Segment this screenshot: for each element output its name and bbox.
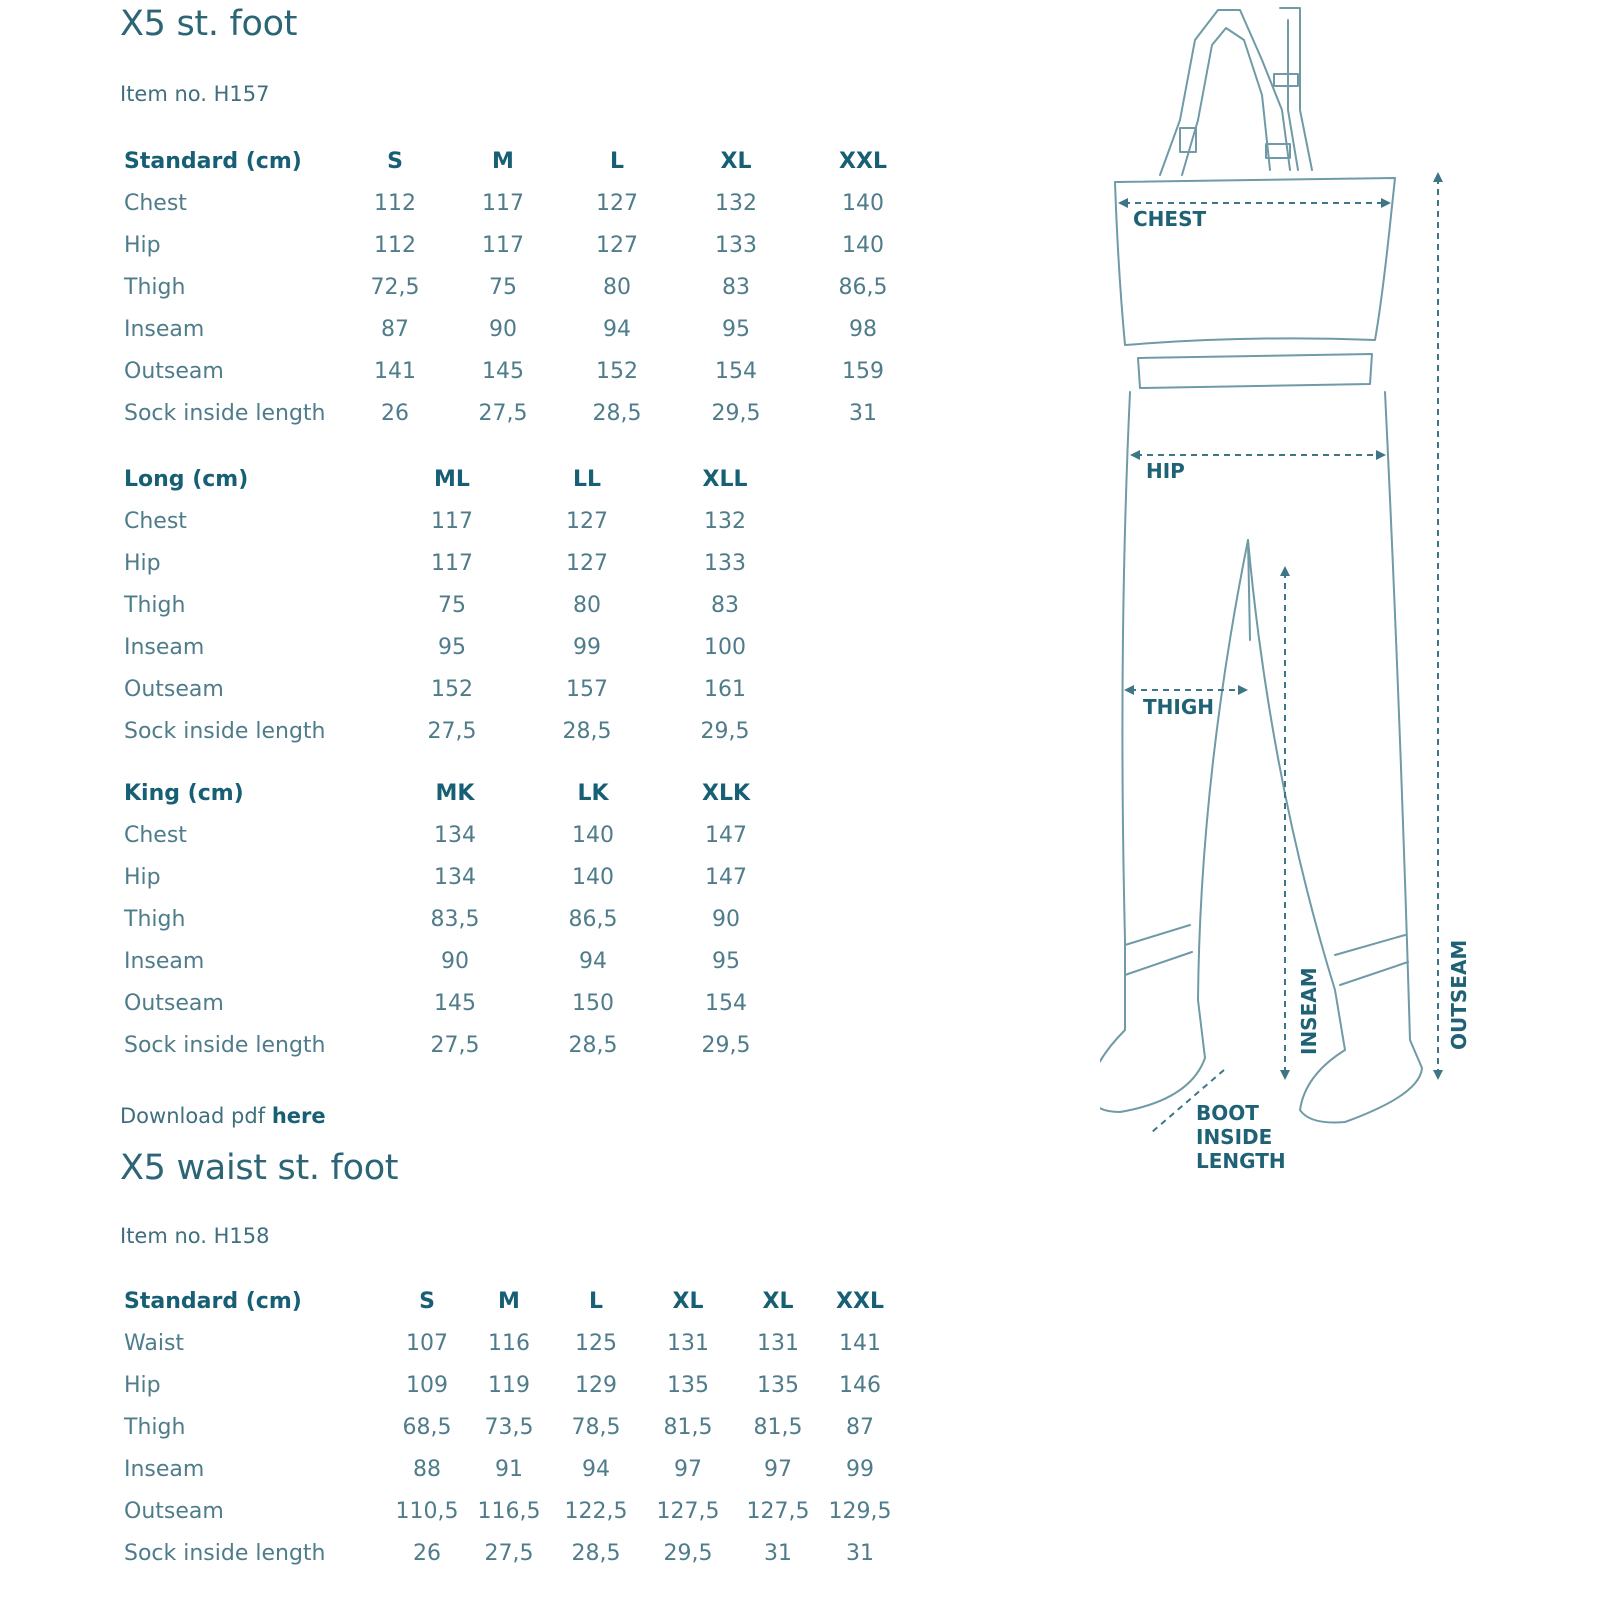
measurement-value: 86,5 xyxy=(838,274,888,300)
measurement-value: 29,5 xyxy=(700,718,750,744)
measurement-label: Outseam xyxy=(124,358,224,384)
chest-label: CHEST xyxy=(1133,207,1207,231)
measurement-label: Chest xyxy=(124,508,187,534)
measurement-label: Thigh xyxy=(124,592,186,618)
size-column-header: XL xyxy=(762,1288,794,1314)
table-row xyxy=(116,1532,898,1574)
measurement-value: 97 xyxy=(764,1456,792,1482)
measurement-label: Hip xyxy=(124,1372,161,1398)
measurement-value: 127,5 xyxy=(656,1498,720,1524)
measurement-label: Thigh xyxy=(124,1414,186,1440)
measurement-value: 117 xyxy=(431,550,473,576)
download-pdf-line xyxy=(120,1104,326,1128)
measurement-label: Thigh xyxy=(124,274,186,300)
measurement-value: 88 xyxy=(413,1456,441,1482)
size-table-body xyxy=(116,772,790,1066)
measurement-value: 147 xyxy=(705,822,747,848)
measurement-value: 145 xyxy=(482,358,524,384)
measurement-value: 28,5 xyxy=(571,1540,621,1566)
measurement-value: 80 xyxy=(573,592,601,618)
measurement-value: 78,5 xyxy=(571,1414,621,1440)
table-row xyxy=(116,626,794,668)
measurement-value: 140 xyxy=(572,864,614,890)
wader-measurement-diagram xyxy=(1100,0,1520,1210)
table-row xyxy=(116,584,794,626)
measurement-value: 75 xyxy=(489,274,517,300)
measurement-value: 90 xyxy=(712,906,740,932)
measurement-value: 83 xyxy=(711,592,739,618)
measurement-label: Hip xyxy=(124,550,161,576)
measurement-value: 28,5 xyxy=(568,1032,618,1058)
measurement-value: 83,5 xyxy=(430,906,480,932)
size-column-header: S xyxy=(419,1288,435,1314)
measurement-label: Inseam xyxy=(124,316,205,342)
table-heading: Standard (cm) xyxy=(124,1288,302,1314)
measurement-value: 132 xyxy=(704,508,746,534)
measurement-value: 99 xyxy=(846,1456,874,1482)
measurement-value: 31 xyxy=(764,1540,792,1566)
measurement-value: 27,5 xyxy=(478,400,528,426)
measurement-value: 140 xyxy=(572,822,614,848)
measurement-value: 94 xyxy=(579,948,607,974)
measurement-value: 81,5 xyxy=(753,1414,803,1440)
measurement-label: Thigh xyxy=(124,906,186,932)
measurement-value: 99 xyxy=(573,634,601,660)
measurement-label: Sock inside length xyxy=(124,1032,326,1058)
measurement-value: 87 xyxy=(381,316,409,342)
hip-label: HIP xyxy=(1146,459,1185,483)
measurement-value: 28,5 xyxy=(592,400,642,426)
measurement-value: 72,5 xyxy=(370,274,420,300)
table-row xyxy=(116,1364,898,1406)
table-row xyxy=(116,392,931,434)
measurement-value: 134 xyxy=(434,864,476,890)
table-row xyxy=(116,1024,790,1066)
measurement-value: 94 xyxy=(582,1456,610,1482)
wader-outline xyxy=(1100,8,1422,1123)
item-number: Item no. H157 xyxy=(120,82,270,106)
size-table-body xyxy=(116,458,794,752)
table-row xyxy=(116,500,794,542)
measurement-value: 152 xyxy=(596,358,638,384)
measurement-label: Sock inside length xyxy=(124,400,326,426)
measurement-guides xyxy=(1124,178,1438,1132)
measurement-value: 81,5 xyxy=(663,1414,713,1440)
measurement-value: 68,5 xyxy=(402,1414,452,1440)
outseam-label: OUTSEAM xyxy=(1447,939,1471,1050)
measurement-value: 29,5 xyxy=(701,1032,751,1058)
size-table-king xyxy=(116,772,790,1066)
table-row xyxy=(116,542,794,584)
thigh-label: THIGH xyxy=(1143,695,1214,719)
measurement-value: 131 xyxy=(667,1330,709,1356)
measurement-value: 129,5 xyxy=(828,1498,892,1524)
measurement-value: 125 xyxy=(575,1330,617,1356)
measurement-value: 73,5 xyxy=(484,1414,534,1440)
measurement-value: 87 xyxy=(846,1414,874,1440)
measurement-value: 157 xyxy=(566,676,608,702)
size-column-header: XL xyxy=(672,1288,704,1314)
measurement-label: Chest xyxy=(124,190,187,216)
measurement-value: 109 xyxy=(406,1372,448,1398)
measurement-value: 95 xyxy=(438,634,466,660)
measurement-value: 135 xyxy=(667,1372,709,1398)
measurement-value: 129 xyxy=(575,1372,617,1398)
table-row xyxy=(116,856,790,898)
measurement-value: 140 xyxy=(842,190,884,216)
measurement-value: 127 xyxy=(596,190,638,216)
measurement-value: 147 xyxy=(705,864,747,890)
measurement-value: 29,5 xyxy=(663,1540,713,1566)
measurement-label: Waist xyxy=(124,1330,185,1356)
size-column-header: M xyxy=(498,1288,520,1314)
table-row xyxy=(116,266,931,308)
measurement-value: 98 xyxy=(849,316,877,342)
table-row xyxy=(116,224,931,266)
measurement-value: 127,5 xyxy=(746,1498,810,1524)
measurement-value: 141 xyxy=(839,1330,881,1356)
table-row xyxy=(116,982,790,1024)
measurement-value: 127 xyxy=(566,508,608,534)
measurement-value: 80 xyxy=(603,274,631,300)
measurement-value: 117 xyxy=(482,190,524,216)
size-column-header: MK xyxy=(435,780,475,806)
measurement-value: 141 xyxy=(374,358,416,384)
measurement-value: 131 xyxy=(757,1330,799,1356)
measurement-value: 112 xyxy=(374,190,416,216)
measurement-value: 95 xyxy=(712,948,740,974)
measurement-value: 107 xyxy=(406,1330,448,1356)
size-column-header: LK xyxy=(577,780,609,806)
measurement-label: Sock inside length xyxy=(124,718,326,744)
table-row xyxy=(116,940,790,982)
measurement-value: 132 xyxy=(715,190,757,216)
measurement-value: 26 xyxy=(381,400,409,426)
size-column-header: XXL xyxy=(839,148,887,174)
measurement-value: 154 xyxy=(705,990,747,1016)
measurement-value: 95 xyxy=(722,316,750,342)
measurement-value: 116 xyxy=(488,1330,530,1356)
measurement-value: 27,5 xyxy=(484,1540,534,1566)
inseam-label: INSEAM xyxy=(1297,967,1321,1055)
size-header-row xyxy=(116,1280,898,1322)
measurement-value: 27,5 xyxy=(427,718,477,744)
size-table-long xyxy=(116,458,794,752)
measurement-value: 110,5 xyxy=(395,1498,459,1524)
measurement-value: 159 xyxy=(842,358,884,384)
boot-label-line-2: INSIDE xyxy=(1196,1125,1273,1149)
size-column-header: M xyxy=(492,148,514,174)
measurement-value: 83 xyxy=(722,274,750,300)
size-column-header: S xyxy=(387,148,403,174)
measurement-label: Outseam xyxy=(124,990,224,1016)
table-row xyxy=(116,1322,898,1364)
size-header-row xyxy=(116,458,794,500)
download-pdf-text: Download pdf xyxy=(120,1104,266,1128)
measurement-label: Inseam xyxy=(124,1456,205,1482)
measurement-value: 146 xyxy=(839,1372,881,1398)
measurement-value: 161 xyxy=(704,676,746,702)
size-column-header: LL xyxy=(572,466,602,492)
measurement-arrowheads xyxy=(1118,172,1443,1080)
size-column-header: XL xyxy=(720,148,752,174)
size-header-row xyxy=(116,140,931,182)
measurement-label: Chest xyxy=(124,822,187,848)
size-column-header: XXL xyxy=(836,1288,884,1314)
boot-label-line-3: LENGTH xyxy=(1196,1149,1286,1173)
measurement-label: Inseam xyxy=(124,948,205,974)
measurement-value: 119 xyxy=(488,1372,530,1398)
measurement-value: 152 xyxy=(431,676,473,702)
download-pdf-link[interactable]: here xyxy=(271,1104,326,1128)
size-column-header: L xyxy=(609,148,625,174)
measurement-value: 27,5 xyxy=(430,1032,480,1058)
size-header-row xyxy=(116,772,790,814)
table-row xyxy=(116,308,931,350)
measurement-value: 90 xyxy=(441,948,469,974)
measurement-value: 154 xyxy=(715,358,757,384)
measurement-label: Hip xyxy=(124,232,161,258)
table-row xyxy=(116,898,790,940)
measurement-value: 117 xyxy=(431,508,473,534)
measurement-value: 100 xyxy=(704,634,746,660)
measurement-value: 31 xyxy=(849,400,877,426)
measurement-value: 140 xyxy=(842,232,884,258)
measurement-value: 97 xyxy=(674,1456,702,1482)
boot-label-line-1: BOOT xyxy=(1196,1101,1259,1125)
measurement-value: 31 xyxy=(846,1540,874,1566)
table-heading: King (cm) xyxy=(124,780,244,806)
measurement-label: Outseam xyxy=(124,676,224,702)
measurement-value: 112 xyxy=(374,232,416,258)
measurement-value: 135 xyxy=(757,1372,799,1398)
measurement-value: 86,5 xyxy=(568,906,618,932)
measurement-value: 145 xyxy=(434,990,476,1016)
measurement-value: 133 xyxy=(704,550,746,576)
measurement-label: Outseam xyxy=(124,1498,224,1524)
measurement-value: 28,5 xyxy=(562,718,612,744)
table-row xyxy=(116,814,790,856)
measurement-value: 117 xyxy=(482,232,524,258)
measurement-value: 133 xyxy=(715,232,757,258)
measurement-value: 150 xyxy=(572,990,614,1016)
size-column-header: XLL xyxy=(702,466,748,492)
measurement-value: 127 xyxy=(566,550,608,576)
measurement-value: 134 xyxy=(434,822,476,848)
table-row xyxy=(116,1406,898,1448)
measurement-label: Inseam xyxy=(124,634,205,660)
item-number: Item no. H158 xyxy=(120,1224,270,1248)
measurement-label: Sock inside length xyxy=(124,1540,326,1566)
size-column-header: ML xyxy=(434,466,470,492)
measurement-value: 90 xyxy=(489,316,517,342)
measurement-value: 94 xyxy=(603,316,631,342)
measurement-value: 75 xyxy=(438,592,466,618)
measurement-value: 29,5 xyxy=(711,400,761,426)
table-row xyxy=(116,710,794,752)
table-row xyxy=(116,1448,898,1490)
table-heading: Standard (cm) xyxy=(124,148,302,174)
measurement-label: Hip xyxy=(124,864,161,890)
table-row xyxy=(116,350,931,392)
size-table-body xyxy=(116,1280,898,1574)
measurement-value: 122,5 xyxy=(564,1498,628,1524)
table-row xyxy=(116,1490,898,1532)
measurement-value: 91 xyxy=(495,1456,523,1482)
size-table-waist-standard xyxy=(116,1280,898,1574)
section-title-x5-st-foot: X5 st. foot xyxy=(120,4,298,44)
size-column-header: XLK xyxy=(701,780,751,806)
measurement-value: 116,5 xyxy=(477,1498,541,1524)
table-row xyxy=(116,182,931,224)
table-heading: Long (cm) xyxy=(124,466,249,492)
size-table-body xyxy=(116,140,931,434)
section-title-x5-waist-st-foot: X5 waist st. foot xyxy=(120,1148,399,1188)
size-table-standard xyxy=(116,140,931,434)
measurement-value: 26 xyxy=(413,1540,441,1566)
size-column-header: L xyxy=(588,1288,604,1314)
measurement-value: 127 xyxy=(596,232,638,258)
table-row xyxy=(116,668,794,710)
